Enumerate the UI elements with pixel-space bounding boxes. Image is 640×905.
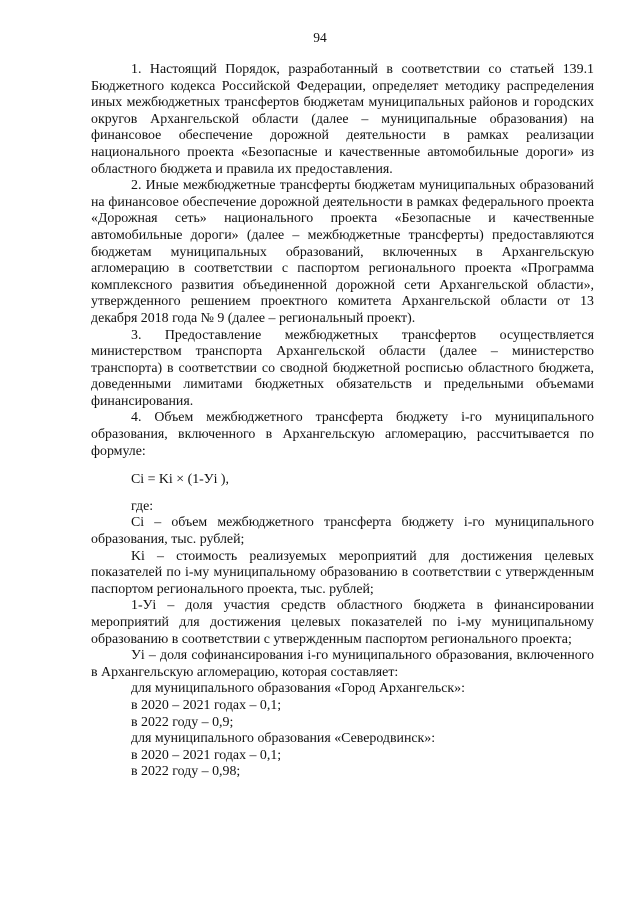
list-item: в 2022 году – 0,9; <box>131 714 234 730</box>
list-item: для муниципального образования «Город Архангельск»: <box>131 681 465 697</box>
list-item: в 2020 – 2021 годах – 0,1; <box>131 697 282 713</box>
definition-intro: где: <box>131 498 154 514</box>
formula: Ci = Ki × (1-Уi ), <box>131 472 230 488</box>
paragraph-2: 2. Иные межбюджетные трансферты бюджетам муниципальных образований на финансовое обеспечение дорожной деятельности в рамках федерального проекта «Дорожная сеть» национального проекта «Безопасные и качественные автомобильные дороги» (далее – межбюджетные трансферты) предоставляются бюджетам муниципальных образований, включенных в Архангельскую агломерацию в соответствии с паспортом регионального проекта «Программа комплексного развития объединенной дорожной сети Архангельской области», утвержденного решением проектного комитета Архангельской области от 13 декабря 2018 года № 9 (далее – региональный проект). <box>91 178 594 326</box>
list-item: в 2022 году – 0,98; <box>131 764 241 780</box>
document-body <box>91 62 594 781</box>
page-number: 94 <box>313 30 327 45</box>
definition-ci: Ci – объем межбюджетного трансферта бюджету i-го муниципального образования, тыс. рублей; <box>91 515 594 548</box>
definition-ki: Ki – стоимость реализуемых мероприятий для достижения целевых показателей по i-му муниципальному образованию в соответствии с утвержденным паспортом регионального проекта, тыс. рублей; <box>91 548 594 597</box>
paragraph-4: 4. Объем межбюджетного трансферта бюджету i-го муниципального образования, включенного в Архангельскую агломерацию, рассчитывается по формуле: <box>91 410 594 459</box>
definition-1-yi: 1-Уi – доля участия средств областного бюджета в финансировании мероприятий для достижения целевых показателей по i-му муниципальному образованию в соответствии с утвержденным паспортом регионального проекта; <box>91 598 594 647</box>
paragraph-1: 1. Настоящий Порядок, разработанный в соответствии со статьей 139.1 Бюджетного кодекса Российской Федерации, определяет методику распределения иных межбюджетных трансфертов бюджетам муниципальных районов и городских округов Архангельской области (далее – муниципальные образования) на финансовое обеспечение дорожной деятельности в рамках реализации национального проекта «Безопасные и качественные автомобильные дороги» из областного бюджета и правила их предоставления. <box>91 62 594 177</box>
paragraph-3: 3. Предоставление межбюджетных трансфертов осуществляется министерством транспорта Архангельской области (далее – министерство транспорта) в соответствии со сводной бюджетной росписью областного бюджета, доведенными лимитами бюджетных обязательств и предельными объемами финансирования. <box>91 327 594 409</box>
list-item: для муниципального образования «Северодвинск»: <box>131 731 436 747</box>
definition-yi: Уi – доля софинансирования i-го муниципального образования, включенного в Архангельскую агломерацию, которая составляет: <box>91 648 594 680</box>
list-item: в 2020 – 2021 годах – 0,1; <box>131 747 282 763</box>
